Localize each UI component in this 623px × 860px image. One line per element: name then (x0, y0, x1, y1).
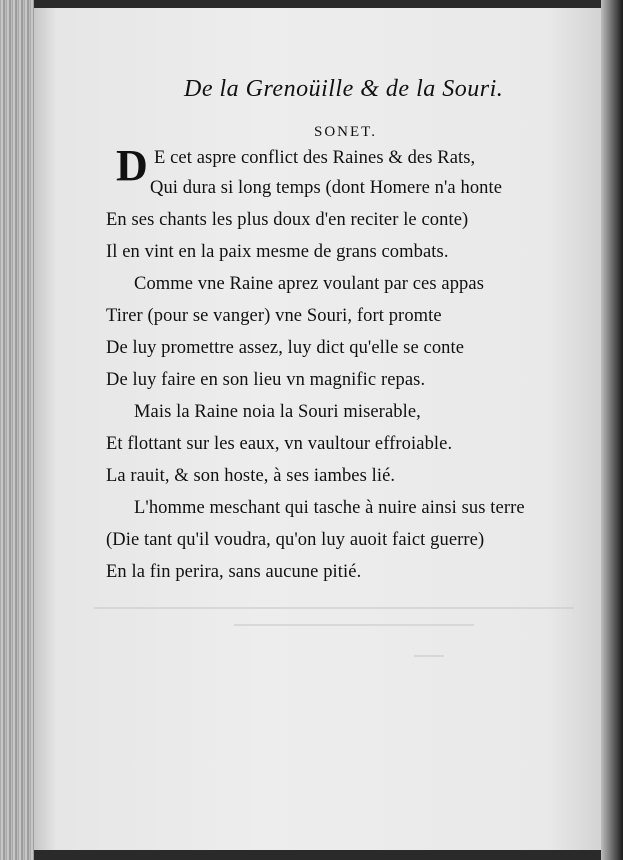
poem-line: L'homme meschant qui tasche à nuire ainsi sus terre (134, 498, 525, 518)
poem-line: E cet aspre conflict des Raines & des Rats, (154, 148, 476, 168)
running-head: De la Grenoüille & de la Souri. (184, 76, 504, 102)
book-page-edges (0, 0, 34, 860)
poem-line: Mais la Raine noia la Souri miserable, (134, 402, 421, 422)
book-spine-shadow (601, 0, 623, 860)
poem-line: Et flottant sur les eaux, vn vaultour effroiable. (106, 434, 453, 454)
poem-line: En la fin perira, sans aucune pitié. (106, 562, 362, 582)
poem-line: De luy promettre assez, luy dict qu'elle se conte (106, 338, 465, 358)
poem-line: En ses chants les plus doux d'en reciter le conte) (106, 210, 469, 230)
drop-cap: D (116, 141, 148, 190)
book-page (34, 8, 604, 850)
sonnet-title: SONET. (314, 124, 377, 140)
show-through-marks (34, 8, 604, 850)
poem-line: Comme vne Raine aprez voulant par ces appas (134, 274, 485, 294)
poem-line: Qui dura si long temps (dont Homere n'a honte (150, 178, 503, 198)
poem-line: De luy faire en son lieu vn magnific repas. (106, 370, 426, 390)
poem-line: (Die tant qu'il voudra, qu'on luy auoit faict guerre) (106, 530, 485, 550)
poem-line: Tirer (pour se vanger) vne Souri, fort promte (106, 306, 442, 326)
poem-line: La rauit, & son hoste, à ses iambes lié. (106, 466, 396, 486)
poem-line: Il en vint en la paix mesme de grans combats. (106, 242, 449, 262)
